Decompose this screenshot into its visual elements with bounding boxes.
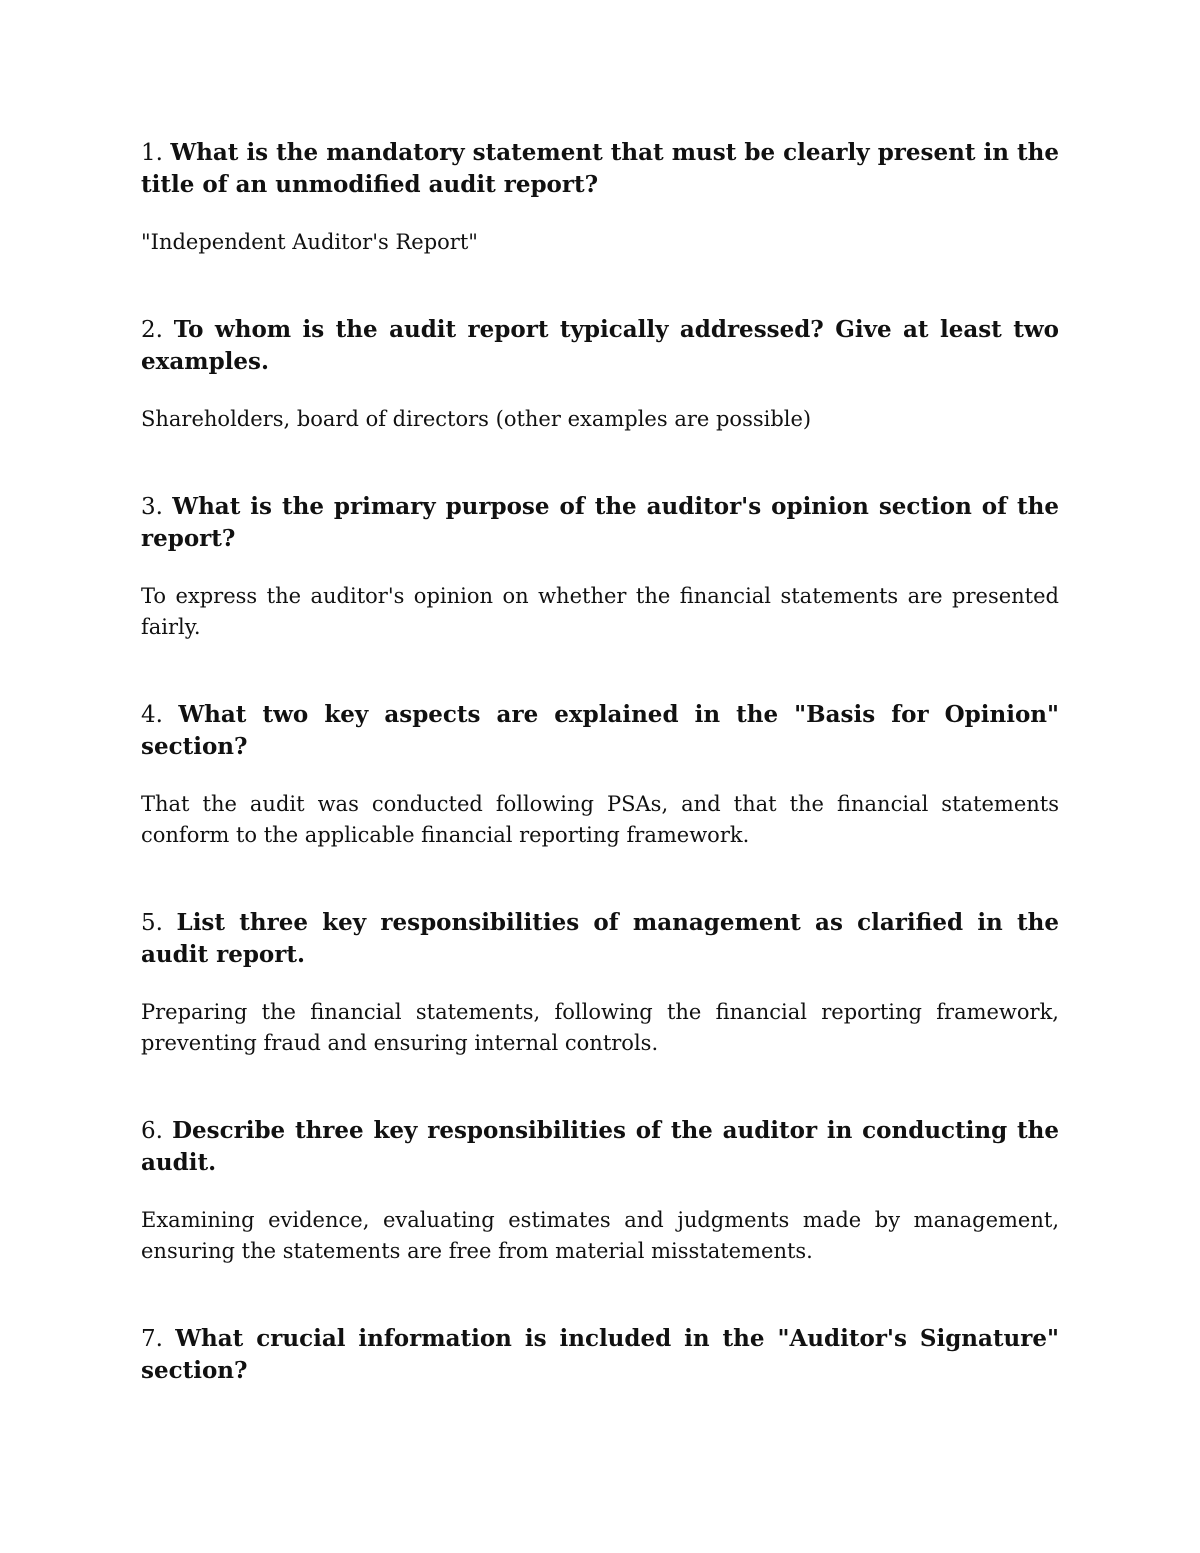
question-number: 2. [141, 317, 163, 343]
question-number: 4. [141, 702, 163, 728]
document-page [141, 137, 1059, 1443]
qa-item-7 [141, 1323, 1059, 1387]
question-text: What is the primary purpose of the auditor's opinion section of the report? [141, 493, 1059, 552]
question-number: 5. [141, 910, 163, 936]
qa-item-5 [141, 907, 1059, 1059]
qa-item-6 [141, 1115, 1059, 1267]
question-2 [141, 314, 1059, 378]
answer-1: "Independent Auditor's Report" [141, 230, 478, 254]
question-number: 6. [141, 1118, 163, 1144]
question-number: 3. [141, 494, 163, 520]
qa-item-4 [141, 699, 1059, 851]
question-number: 1. [141, 140, 163, 166]
question-text: What is the mandatory statement that must be clearly present in the title of an unmodified audit report? [141, 139, 1059, 198]
question-1 [141, 137, 1059, 201]
answer-4: That the audit was conducted following PSAs, and that the financial statements conform to the applicable financial reporting framework. [141, 792, 1059, 847]
answer-3: To express the auditor's opinion on whether the financial statements are presented fairly. [141, 584, 1059, 639]
question-3 [141, 491, 1059, 555]
qa-item-3 [141, 491, 1059, 643]
answer-5: Preparing the financial statements, following the financial reporting framework, preventing fraud and ensuring internal controls. [141, 1000, 1059, 1055]
question-text: Describe three key responsibilities of the auditor in conducting the audit. [141, 1117, 1059, 1176]
question-text: To whom is the audit report typically addressed? Give at least two examples. [141, 316, 1059, 375]
answer-2: Shareholders, board of directors (other examples are possible) [141, 407, 812, 431]
question-6 [141, 1115, 1059, 1179]
question-text: List three key responsibilities of management as clarified in the audit report. [141, 909, 1060, 968]
question-4 [141, 699, 1059, 763]
question-5 [141, 907, 1059, 971]
question-number: 7. [141, 1326, 163, 1352]
question-text: What two key aspects are explained in the "Basis for Opinion" section? [141, 701, 1059, 760]
question-text: What crucial information is included in the "Auditor's Signature" section? [141, 1325, 1060, 1384]
answer-6: Examining evidence, evaluating estimates and judgments made by management, ensuring the statements are free from material misstatements. [141, 1208, 1059, 1263]
question-7 [141, 1323, 1059, 1387]
qa-item-1 [141, 137, 1059, 258]
qa-item-2 [141, 314, 1059, 435]
